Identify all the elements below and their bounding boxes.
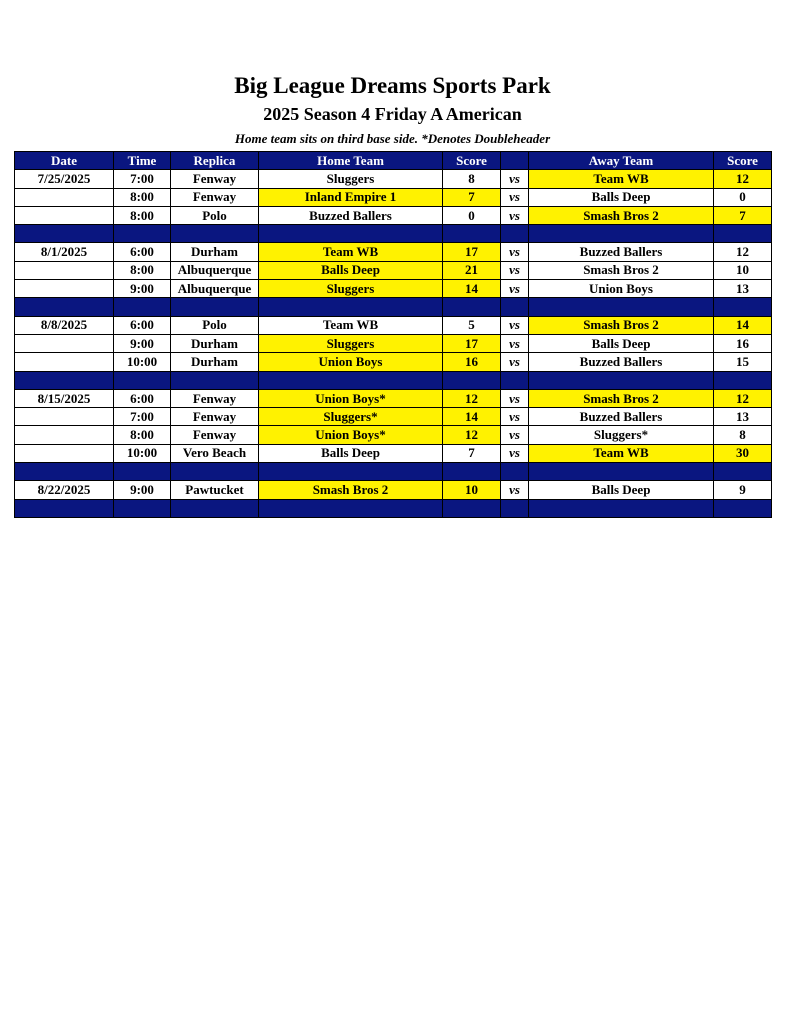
vs-label: vs	[501, 389, 529, 407]
away-team-cell: Buzzed Ballers	[529, 243, 714, 261]
replica-cell: Albuquerque	[171, 280, 259, 298]
vs-label: vs	[501, 481, 529, 499]
time-cell: 6:00	[114, 389, 171, 407]
vs-label: vs	[501, 334, 529, 352]
date-cell: 8/1/2025	[15, 243, 114, 261]
date-cell: 8/22/2025	[15, 481, 114, 499]
date-cell	[15, 261, 114, 279]
separator-cell	[714, 371, 772, 389]
col-header-away-score: Score	[714, 152, 772, 170]
week-separator-row	[15, 298, 772, 316]
schedule-table	[14, 151, 772, 518]
separator-cell	[443, 298, 501, 316]
week-separator-row	[15, 371, 772, 389]
time-cell: 8:00	[114, 426, 171, 444]
replica-cell: Fenway	[171, 408, 259, 426]
vs-label: vs	[501, 444, 529, 462]
week-separator-row	[15, 499, 772, 517]
separator-cell	[15, 463, 114, 481]
vs-label: vs	[501, 188, 529, 206]
time-cell: 9:00	[114, 481, 171, 499]
away-team-cell: Balls Deep	[529, 334, 714, 352]
col-header-vs	[501, 152, 529, 170]
col-header-replica: Replica	[171, 152, 259, 170]
separator-cell	[15, 298, 114, 316]
col-header-home-team: Home Team	[259, 152, 443, 170]
vs-label: vs	[501, 243, 529, 261]
vs-label: vs	[501, 206, 529, 224]
home-team-cell: Team WB	[259, 243, 443, 261]
away-team-cell: Team WB	[529, 444, 714, 462]
table-row	[15, 243, 772, 261]
away-team-cell: Team WB	[529, 170, 714, 188]
away-score-cell: 12	[714, 389, 772, 407]
home-team-cell: Union Boys*	[259, 389, 443, 407]
away-team-cell: Buzzed Ballers	[529, 408, 714, 426]
away-score-cell: 15	[714, 353, 772, 371]
away-score-cell: 7	[714, 206, 772, 224]
vs-label: vs	[501, 353, 529, 371]
separator-cell	[714, 225, 772, 243]
home-score-cell: 12	[443, 389, 501, 407]
replica-cell: Durham	[171, 353, 259, 371]
page-title: Big League Dreams Sports Park	[234, 73, 551, 98]
time-cell: 10:00	[114, 353, 171, 371]
separator-cell	[15, 225, 114, 243]
page-subtitle: 2025 Season 4 Friday A American	[263, 104, 522, 124]
away-team-cell: Balls Deep	[529, 481, 714, 499]
separator-cell	[714, 499, 772, 517]
date-cell: 8/15/2025	[15, 389, 114, 407]
home-team-cell: Balls Deep	[259, 261, 443, 279]
away-score-cell: 9	[714, 481, 772, 499]
separator-cell	[259, 371, 443, 389]
home-team-cell: Buzzed Ballers	[259, 206, 443, 224]
home-team-cell: Union Boys	[259, 353, 443, 371]
home-team-cell: Sluggers*	[259, 408, 443, 426]
home-score-cell: 7	[443, 444, 501, 462]
table-row	[15, 206, 772, 224]
home-team-cell: Inland Empire 1	[259, 188, 443, 206]
time-cell: 8:00	[114, 206, 171, 224]
away-score-cell: 30	[714, 444, 772, 462]
vs-label: vs	[501, 408, 529, 426]
separator-cell	[529, 298, 714, 316]
separator-cell	[501, 499, 529, 517]
header-row	[15, 152, 772, 170]
home-team-cell: Sluggers	[259, 334, 443, 352]
date-cell	[15, 353, 114, 371]
separator-cell	[15, 499, 114, 517]
col-header-home-score: Score	[443, 152, 501, 170]
replica-cell: Polo	[171, 316, 259, 334]
time-cell: 6:00	[114, 316, 171, 334]
separator-cell	[259, 463, 443, 481]
table-row	[15, 170, 772, 188]
date-cell	[15, 426, 114, 444]
home-team-cell: Balls Deep	[259, 444, 443, 462]
separator-cell	[114, 371, 171, 389]
table-row	[15, 261, 772, 279]
home-score-cell: 17	[443, 243, 501, 261]
away-score-cell: 12	[714, 243, 772, 261]
table-row	[15, 316, 772, 334]
date-cell: 7/25/2025	[15, 170, 114, 188]
col-header-date: Date	[15, 152, 114, 170]
away-score-cell: 0	[714, 188, 772, 206]
date-cell	[15, 206, 114, 224]
home-score-cell: 8	[443, 170, 501, 188]
away-team-cell: Smash Bros 2	[529, 206, 714, 224]
separator-cell	[714, 298, 772, 316]
separator-cell	[15, 371, 114, 389]
away-score-cell: 13	[714, 408, 772, 426]
separator-cell	[529, 463, 714, 481]
vs-label: vs	[501, 316, 529, 334]
separator-cell	[501, 225, 529, 243]
schedule-note: Home team sits on third base side. *Denotes Doubleheader	[234, 131, 551, 146]
replica-cell: Fenway	[171, 188, 259, 206]
away-team-cell: Sluggers*	[529, 426, 714, 444]
week-separator-row	[15, 225, 772, 243]
separator-cell	[443, 225, 501, 243]
table-row	[15, 444, 772, 462]
home-team-cell: Sluggers	[259, 280, 443, 298]
date-cell	[15, 188, 114, 206]
table-row	[15, 188, 772, 206]
table-row	[15, 426, 772, 444]
away-team-cell: Buzzed Ballers	[529, 353, 714, 371]
away-score-cell: 10	[714, 261, 772, 279]
away-team-cell: Smash Bros 2	[529, 316, 714, 334]
separator-cell	[171, 463, 259, 481]
separator-cell	[501, 371, 529, 389]
separator-cell	[501, 298, 529, 316]
home-score-cell: 16	[443, 353, 501, 371]
home-score-cell: 14	[443, 280, 501, 298]
away-team-cell: Smash Bros 2	[529, 389, 714, 407]
time-cell: 8:00	[114, 261, 171, 279]
separator-cell	[259, 298, 443, 316]
vs-label: vs	[501, 426, 529, 444]
time-cell: 7:00	[114, 408, 171, 426]
home-team-cell: Sluggers	[259, 170, 443, 188]
week-separator-row	[15, 463, 772, 481]
replica-cell: Fenway	[171, 389, 259, 407]
table-row	[15, 481, 772, 499]
away-score-cell: 14	[714, 316, 772, 334]
away-score-cell: 16	[714, 334, 772, 352]
date-cell	[15, 408, 114, 426]
home-score-cell: 5	[443, 316, 501, 334]
separator-cell	[443, 499, 501, 517]
col-header-away-team: Away Team	[529, 152, 714, 170]
col-header-time: Time	[114, 152, 171, 170]
date-cell	[15, 334, 114, 352]
home-score-cell: 10	[443, 481, 501, 499]
table-row	[15, 280, 772, 298]
vs-label: vs	[501, 280, 529, 298]
away-team-cell: Balls Deep	[529, 188, 714, 206]
separator-cell	[714, 463, 772, 481]
home-score-cell: 17	[443, 334, 501, 352]
separator-cell	[114, 225, 171, 243]
separator-cell	[171, 371, 259, 389]
time-cell: 6:00	[114, 243, 171, 261]
home-team-cell: Union Boys*	[259, 426, 443, 444]
time-cell: 9:00	[114, 334, 171, 352]
separator-cell	[529, 225, 714, 243]
separator-cell	[529, 499, 714, 517]
separator-cell	[529, 371, 714, 389]
table-row	[15, 389, 772, 407]
separator-cell	[501, 463, 529, 481]
table-row	[15, 353, 772, 371]
replica-cell: Pawtucket	[171, 481, 259, 499]
separator-cell	[114, 463, 171, 481]
separator-cell	[114, 298, 171, 316]
replica-cell: Polo	[171, 206, 259, 224]
table-row	[15, 408, 772, 426]
date-cell: 8/8/2025	[15, 316, 114, 334]
time-cell: 9:00	[114, 280, 171, 298]
time-cell: 7:00	[114, 170, 171, 188]
separator-cell	[171, 499, 259, 517]
home-score-cell: 12	[443, 426, 501, 444]
away-score-cell: 8	[714, 426, 772, 444]
separator-cell	[259, 225, 443, 243]
vs-label: vs	[501, 170, 529, 188]
away-team-cell: Smash Bros 2	[529, 261, 714, 279]
away-score-cell: 12	[714, 170, 772, 188]
home-score-cell: 14	[443, 408, 501, 426]
time-cell: 10:00	[114, 444, 171, 462]
home-score-cell: 0	[443, 206, 501, 224]
home-score-cell: 7	[443, 188, 501, 206]
away-team-cell: Union Boys	[529, 280, 714, 298]
time-cell: 8:00	[114, 188, 171, 206]
replica-cell: Fenway	[171, 170, 259, 188]
table-row	[15, 334, 772, 352]
vs-label: vs	[501, 261, 529, 279]
separator-cell	[114, 499, 171, 517]
away-score-cell: 13	[714, 280, 772, 298]
replica-cell: Durham	[171, 334, 259, 352]
separator-cell	[171, 298, 259, 316]
home-score-cell: 21	[443, 261, 501, 279]
replica-cell: Fenway	[171, 426, 259, 444]
home-team-cell: Smash Bros 2	[259, 481, 443, 499]
date-cell	[15, 280, 114, 298]
separator-cell	[443, 463, 501, 481]
separator-cell	[171, 225, 259, 243]
home-team-cell: Team WB	[259, 316, 443, 334]
replica-cell: Durham	[171, 243, 259, 261]
replica-cell: Vero Beach	[171, 444, 259, 462]
separator-cell	[443, 371, 501, 389]
replica-cell: Albuquerque	[171, 261, 259, 279]
schedule-body	[15, 170, 772, 518]
separator-cell	[259, 499, 443, 517]
date-cell	[15, 444, 114, 462]
